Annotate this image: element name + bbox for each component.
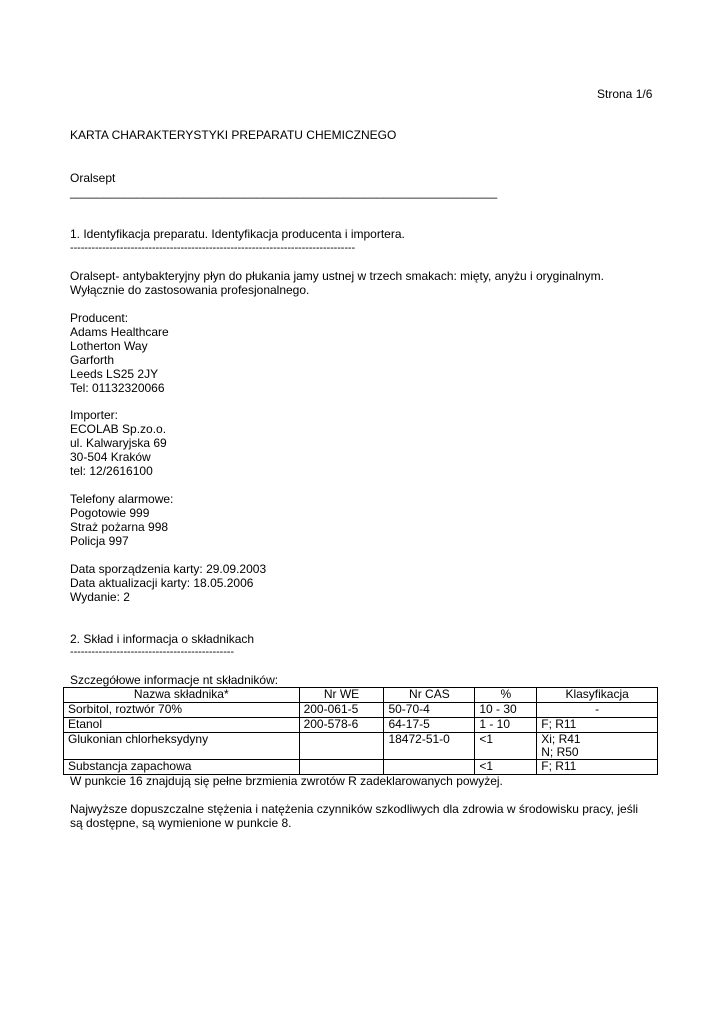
table-row [64,718,658,733]
importer-line: Importer: [70,408,119,422]
table-row [64,733,658,760]
producer-line: Lotherton Way [70,339,148,353]
section1-title: 1. Identyfikacja preparatu. Identyfikacja producenta i importera. [70,227,405,241]
date-line: Wydanie: 2 [70,590,130,604]
note-limits-line-2: są dostępne, są wymienione w punkcie 8. [70,816,292,830]
ingredients-intro: Szczegółowe informacje nt składników: [70,673,279,687]
table-header-row [64,688,658,703]
ec-number [299,760,384,775]
ingredients-table [63,687,658,775]
ingredient-name: Etanol [64,718,300,733]
product-underline: ________________________________________________________________ [70,185,498,199]
description-line-2: Wyłącznie do zastosowania profesjonalnego. [70,283,310,297]
producer-line: Garforth [70,353,115,367]
table-row [64,703,658,718]
percent: <1 [475,733,537,760]
alarm-phones-block [70,492,173,548]
table-row [64,760,658,775]
alarm-phone-line: Straż pożarna 998 [70,520,169,534]
importer-line: tel: 12/2616100 [70,464,153,478]
date-line: Data aktualizacji karty: 18.05.2006 [70,576,254,590]
cas-number: 18472-51-0 [384,733,475,760]
importer-line: ECOLAB Sp.zo.o. [70,422,167,436]
producer-line: Leeds LS25 2JY [70,367,159,381]
importer-line: ul. Kalwaryjska 69 [70,436,167,450]
description-line-1: Oralsept- antybakteryjny płyn do płukania jamy ustnej w trzech smakach: mięty, anyżu i oryginalnym. [70,269,605,283]
alarm-phone-line: Telefony alarmowe: [70,492,174,506]
dates-block [70,562,266,604]
percent: 1 - 10 [475,718,537,733]
classification: - [537,703,658,718]
document-title: KARTA CHARAKTERYSTYKI PREPARATU CHEMICZNEGO [70,128,397,142]
alarm-phone-line: Policja 997 [70,534,129,548]
ingredient-name: Glukonian chlorheksydyny [64,733,300,760]
section2-title: 2. Skład i informacja o składnikach [70,632,255,646]
header-percent: % [475,688,537,703]
page-number: Strona 1/6 [597,87,653,101]
cas-number: 50-70-4 [384,703,475,718]
classification: F; R11 [537,718,658,733]
cas-number: 64-17-5 [384,718,475,733]
ec-number: 200-578-6 [299,718,384,733]
classification: Xi; R41 N; R50 [537,733,658,760]
percent: <1 [475,760,537,775]
section1-rule: -------------------------------------------------------------------------------- [70,242,356,254]
ec-number: 200-061-5 [299,703,384,718]
classification: F; R11 [537,760,658,775]
ec-number [299,733,384,760]
producer-line: Producent: [70,311,129,325]
percent: 10 - 30 [475,703,537,718]
importer-block [70,408,167,478]
note-r-phrases: W punkcie 16 znajdują się pełne brzmienia zwrotów R zadeklarowanych powyżej. [70,774,503,788]
header-ingredient-name: Nazwa składnika* [64,688,300,703]
header-cas-number: Nr CAS [384,688,475,703]
header-ec-number: Nr WE [299,688,384,703]
importer-line: 30-504 Kraków [70,450,151,464]
date-line: Data sporządzenia karty: 29.09.2003 [70,562,267,576]
header-classification: Klasyfikacja [537,688,658,703]
ingredient-name: Sorbitol, roztwór 70% [64,703,300,718]
ingredient-name: Substancja zapachowa [64,760,300,775]
product-name: Oralsept [70,171,116,185]
section2-rule: ---------------------------------------------- [70,646,234,658]
cas-number [384,760,475,775]
producer-line: Tel: 01132320066 [70,381,165,395]
note-limits-line-1: Najwyższe dopuszczalne stężenia i natężenia czynników szkodliwych dla zdrowia w środowisku pracy, jeśli [70,802,639,816]
alarm-phone-line: Pogotowie 999 [70,506,150,520]
producer-line: Adams Healthcare [70,325,169,339]
producer-block [70,311,169,395]
